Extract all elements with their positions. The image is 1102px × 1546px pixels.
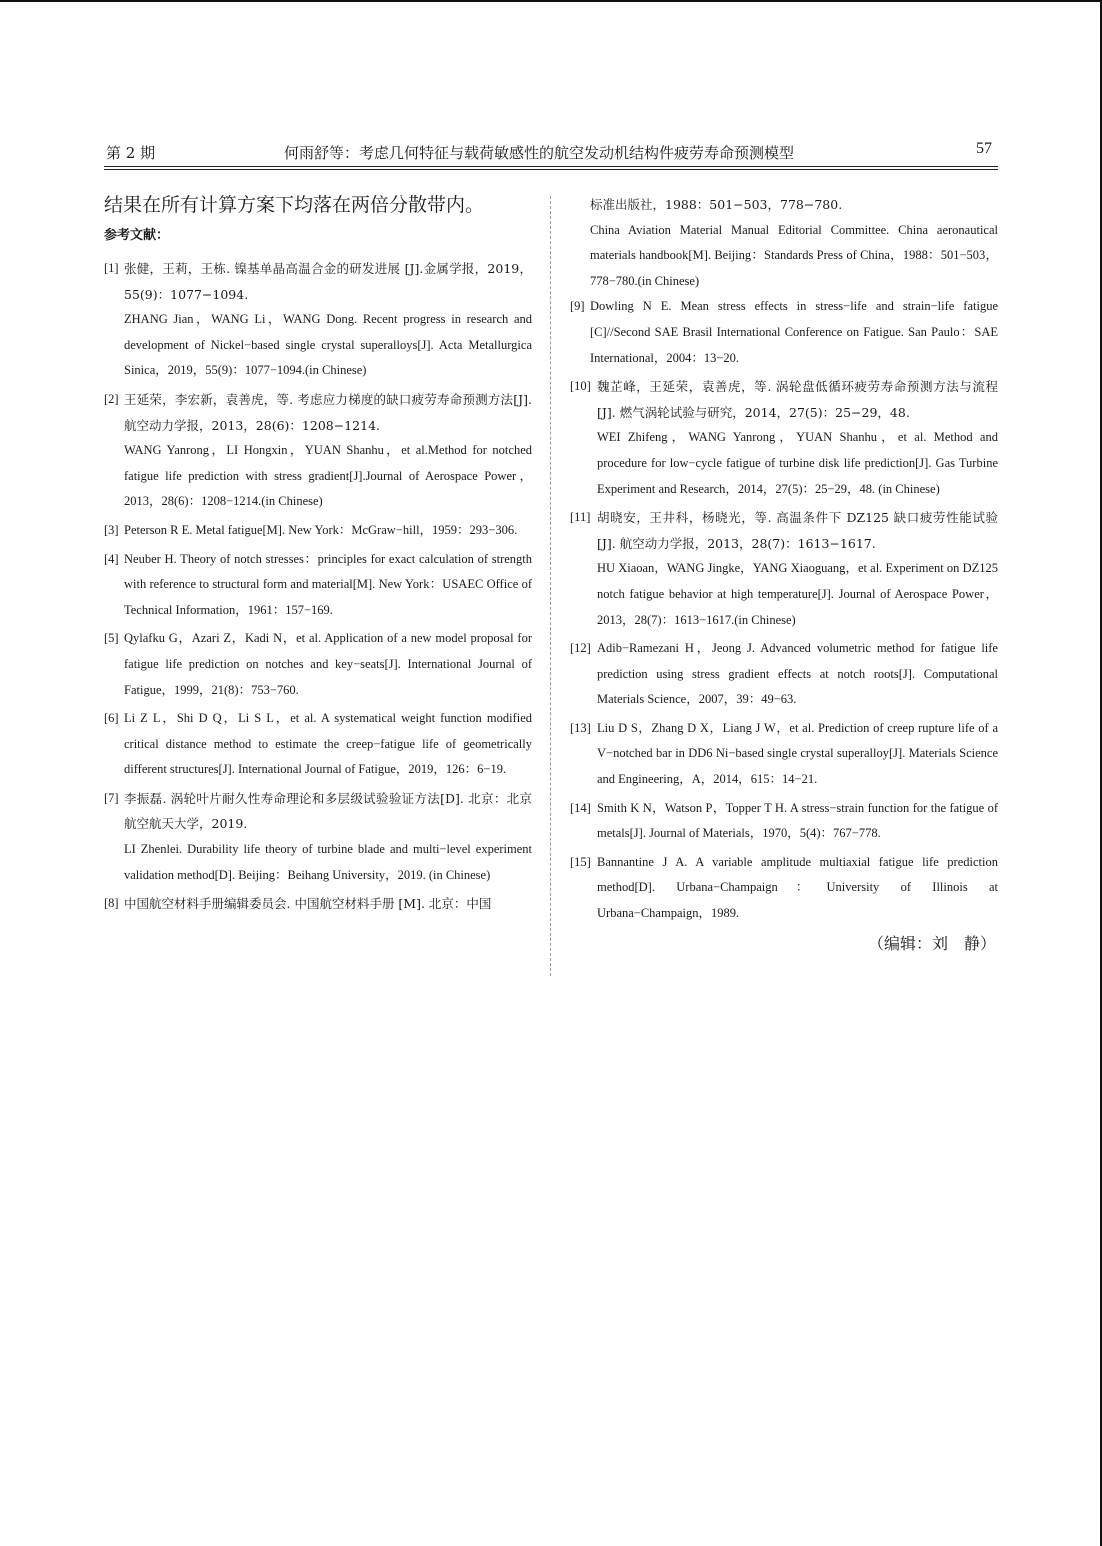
reference-item: [104, 256, 532, 384]
reference-number: [12]: [570, 641, 591, 656]
column-divider: [550, 196, 551, 976]
reference-number: [10]: [570, 379, 591, 394]
reference-text-cn: 李振磊. 涡轮叶片耐久性寿命理论和多层级试验验证方法[D]. 北京：北京航空航天大学，2019.: [124, 790, 532, 832]
reference-text-en: Smith K N，Watson P，Topper T H. A stress−strain function for the fatigue of metals[J]. Journal of Materials，1970，5(4)：767−778.: [597, 800, 998, 841]
reference-item: [104, 387, 532, 515]
reference-text-cn: 胡晓安，王井科，杨晓光，等. 高温条件下 DZ125 缺口疲劳性能试验[J]. 航空动力学报，2013，28(7)：1613−1617.: [597, 510, 998, 551]
reference-item: [570, 716, 998, 793]
reference-text-en: Li Z L，Shi D Q，Li S L，et al. A systematical weight function modified critical distance method to estimate the creep−fatigue life of geometrically different structures[J]. International Journal of Fatigue，2019，126：6−19.: [124, 711, 532, 777]
issue-number: 第 2 期: [106, 144, 156, 162]
body-text-ending: 结果在所有计算方案下均落在两倍分散带内。: [104, 194, 485, 216]
reference-text-en: Peterson R E. Metal fatigue[M]. New York：McGraw−hill，1959：293−306.: [124, 522, 518, 537]
reference-item: [570, 850, 998, 927]
right-column: [570, 192, 998, 957]
page-number: 57: [976, 140, 992, 157]
reference-text-en: ZHANG Jian，WANG Li，WANG Dong. Recent progress in research and development of Nickel−based single crystal superalloys[J]. Acta Metallurgica Sinica，2019，55(9)：1077−1094.(in Chinese): [124, 312, 532, 378]
reference-text-cn: 中国航空材料手册编辑委员会. 中国航空材料手册 [M]. 北京：中国: [124, 896, 492, 912]
reference-number: [9]: [570, 299, 585, 314]
reference-number: [1]: [104, 261, 119, 275]
reference-text-cn: 张健，王莉，王栋. 镍基单晶高温合金的研发进展 [J].金属学报，2019，55(9)：1077−1094.: [124, 261, 532, 302]
reference-item: [104, 891, 532, 917]
reference-item: [104, 706, 532, 783]
header-rule-bottom: [104, 169, 998, 170]
page-border-top: [0, 0, 1102, 2]
reference-text-en: Bannantine J A. A variable amplitude multiaxial fatigue life prediction method[D]. Urbana−Champaign：University of Illinois at Urbana−Champaign，1989.: [597, 854, 998, 921]
reference-text-en: HU Xiaoan，WANG Jingke，YANG Xiaoguang，et al. Experiment on DZ125 notch fatigue behavior at high temperature[J]. Journal of Aerospace Power，2013，28(7)：1613−1617.(in Chinese): [597, 561, 998, 627]
left-column: [104, 192, 532, 920]
reference-text-en: Neuber H. Theory of notch stresses：principles for exact calculation of strength with reference to structural form and material[M]. New York：USAEC Office of Technical Information，1961：157−169.: [124, 551, 532, 617]
reference-item: [570, 796, 998, 847]
references-heading: 参考文献：: [104, 228, 170, 243]
reference-number: [14]: [570, 800, 591, 815]
reference-number: [6]: [104, 711, 119, 726]
reference-number: [5]: [104, 631, 119, 646]
reference-text-en: China Aviation Material Manual Editorial Committee. China aeronautical materials handbook[M]. Beijing：Standards Press of China，1988：501−503，778−780.(in Chinese): [590, 222, 998, 288]
header-rule-top: [104, 166, 998, 167]
reference-item: [570, 636, 998, 713]
reference-item: [104, 547, 532, 624]
reference-item: [570, 294, 998, 371]
running-title: 何雨舒等：考虑几何特征与载荷敏感性的航空发动机结构件疲劳寿命预测模型: [284, 144, 795, 162]
running-header: [104, 142, 998, 166]
reference-continuation: [570, 192, 998, 294]
reference-number: [3]: [104, 522, 119, 537]
reference-item: [104, 626, 532, 703]
reference-number: [4]: [104, 551, 119, 566]
reference-number: [7]: [104, 790, 119, 805]
reference-text-cn: 王延荣，李宏新，袁善虎，等. 考虑应力梯度的缺口疲劳寿命预测方法[J]. 航空动力学报，2013，28(6)：1208−1214.: [124, 391, 532, 433]
reference-text-en: Adib−Ramezani H，Jeong J. Advanced volumetric method for fatigue life prediction using stress gradient effects at notch roots[J]. Computational Materials Science，2007，39：49−63.: [597, 641, 998, 707]
reference-number: [15]: [570, 854, 591, 869]
reference-number: [13]: [570, 720, 591, 735]
reference-text-en: LI Zhenlei. Durability life theory of turbine blade and multi−level experiment validation method[D]. Beijing：Beihang University，2019. (in Chinese): [124, 842, 532, 882]
reference-text-en: Liu D S，Zhang D X，Liang J W，et al. Prediction of creep rupture life of a V−notched bar in DD6 Ni−based single crystal superalloy[J]. Materials Science and Engineering，A，2014，615：14−21.: [597, 720, 998, 787]
reference-text-en: Qylafku G，Azari Z，Kadi N，et al. Application of a new model proposal for fatigue life prediction on notches and key−seats[J]. International Journal of Fatigue，1999，21(8)：753−760.: [124, 631, 532, 697]
reference-item: [104, 786, 532, 888]
reference-item: [570, 505, 998, 633]
reference-text-en: WANG Yanrong，LI Hongxin，YUAN Shanhu，et al.Method for notched fatigue life prediction with stress gradient[J].Journal of Aerospace Power，2013，28(6)：1208−1214.(in Chinese): [124, 443, 532, 509]
reference-number: [2]: [104, 391, 119, 406]
reference-item: [570, 374, 998, 502]
reference-item: [104, 518, 532, 544]
reference-text-cn: 魏芷峰，王延荣，袁善虎，等. 涡轮盘低循环疲劳寿命预测方法与流程[J]. 燃气涡轮试验与研究，2014，27(5)：25−29，48.: [597, 379, 998, 420]
reference-number: [8]: [104, 896, 119, 911]
reference-text-en: Dowling N E. Mean stress effects in stress−life and strain−life fatigue [C]//Second SAE Brasil International Conference on Fatigue. San Paulo：SAE International，2004：13−20.: [590, 299, 998, 365]
editor-credit: （编辑：刘 静）: [867, 933, 996, 953]
reference-text-cn: 标准出版社，1988：501−503，778−780.: [590, 197, 843, 212]
reference-text-en: WEI Zhifeng，WANG Yanrong，YUAN Shanhu，et al. Method and procedure for low−cycle fatigue of turbine disk life prediction[J]. Gas Turbine Experiment and Research，2014，27(5)：25−29，48. (in Chinese): [597, 430, 998, 496]
reference-number: [11]: [570, 510, 591, 525]
